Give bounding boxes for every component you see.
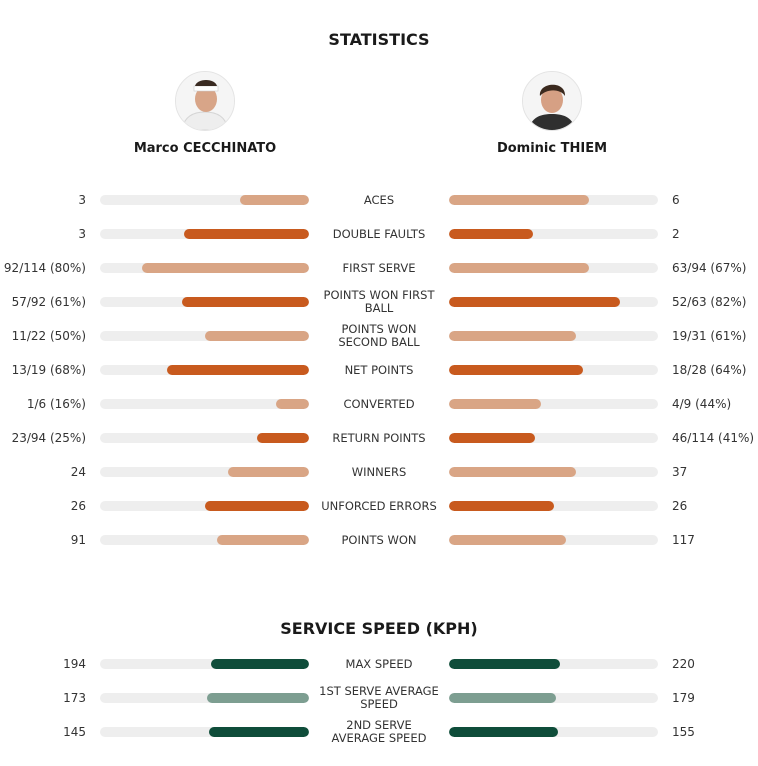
right-bar bbox=[449, 727, 658, 737]
stat-row-double-faults bbox=[0, 217, 758, 251]
stat-label: WINNERS bbox=[351, 464, 407, 479]
left-bar bbox=[100, 659, 309, 669]
left-value: 11/22 (50%) bbox=[11, 329, 86, 343]
left-bar-fill bbox=[217, 535, 309, 545]
right-bar bbox=[449, 195, 658, 205]
player-right-name: Dominic THIEM bbox=[496, 141, 608, 156]
left-value: 13/19 (68%) bbox=[11, 363, 86, 377]
left-bar bbox=[100, 297, 309, 307]
right-bar-fill bbox=[449, 229, 533, 239]
statistics-title: STATISTICS bbox=[328, 30, 430, 49]
stat-label: DOUBLE FAULTS bbox=[332, 226, 426, 241]
left-value: 1/6 (16%) bbox=[26, 397, 86, 411]
right-bar bbox=[449, 229, 658, 239]
right-bar-fill bbox=[449, 693, 556, 703]
left-value: 26 bbox=[70, 499, 86, 513]
left-bar-fill bbox=[142, 263, 309, 273]
right-bar bbox=[449, 535, 658, 545]
right-bar-fill bbox=[449, 659, 560, 669]
stat-row-1st-serve-average-speed bbox=[0, 681, 758, 715]
left-bar bbox=[100, 263, 309, 273]
left-bar-fill bbox=[205, 331, 310, 341]
right-bar-fill bbox=[449, 331, 576, 341]
left-bar bbox=[100, 331, 309, 341]
left-value: 24 bbox=[70, 465, 86, 479]
player-right-avatar bbox=[522, 71, 582, 131]
right-value: 63/94 (67%) bbox=[672, 261, 747, 275]
left-bar-fill bbox=[184, 229, 309, 239]
right-bar bbox=[449, 693, 658, 703]
left-bar bbox=[100, 195, 309, 205]
right-value: 37 bbox=[672, 465, 688, 479]
right-bar bbox=[449, 399, 658, 409]
stat-label: ACES bbox=[363, 192, 395, 207]
left-bar-fill bbox=[209, 727, 309, 737]
right-bar bbox=[449, 433, 658, 443]
left-bar bbox=[100, 467, 309, 477]
right-bar bbox=[449, 659, 658, 669]
stat-label: NET POINTS bbox=[344, 362, 414, 377]
right-bar-fill bbox=[449, 535, 566, 545]
stat-label: FIRST SERVE bbox=[342, 260, 416, 275]
right-bar-fill bbox=[449, 433, 535, 443]
left-value: 145 bbox=[63, 725, 86, 739]
right-bar-fill bbox=[449, 365, 583, 375]
stat-label: POINTS WON FIRST BALL bbox=[323, 288, 435, 315]
stat-row-points-won-first-ball bbox=[0, 285, 758, 319]
right-bar bbox=[449, 365, 658, 375]
right-value: 19/31 (61%) bbox=[672, 329, 747, 343]
stat-label: POINTS WON bbox=[341, 532, 417, 547]
left-bar bbox=[100, 399, 309, 409]
left-value: 173 bbox=[63, 691, 86, 705]
left-value: 23/94 (25%) bbox=[11, 431, 86, 445]
left-bar-fill bbox=[228, 467, 310, 477]
right-bar-fill bbox=[449, 195, 589, 205]
right-bar bbox=[449, 263, 658, 273]
stat-row-2nd-serve-average-speed bbox=[0, 715, 758, 749]
left-bar bbox=[100, 229, 309, 239]
right-bar-fill bbox=[449, 263, 589, 273]
stat-label: POINTS WON SECOND BALL bbox=[338, 322, 420, 349]
right-bar bbox=[449, 501, 658, 511]
right-bar-fill bbox=[449, 297, 620, 307]
left-bar-fill bbox=[240, 195, 309, 205]
player-left-name: Marco CECCHINATO bbox=[133, 141, 277, 156]
right-bar-fill bbox=[449, 467, 576, 477]
right-value: 117 bbox=[672, 533, 695, 547]
right-value: 52/63 (82%) bbox=[672, 295, 747, 309]
left-value: 194 bbox=[63, 657, 86, 671]
player-left-avatar bbox=[175, 71, 235, 131]
right-value: 18/28 (64%) bbox=[672, 363, 747, 377]
stat-label: MAX SPEED bbox=[345, 656, 413, 671]
left-bar bbox=[100, 433, 309, 443]
left-bar bbox=[100, 501, 309, 511]
left-bar-fill bbox=[211, 659, 309, 669]
left-value: 91 bbox=[70, 533, 86, 547]
right-bar-fill bbox=[449, 501, 554, 511]
right-bar bbox=[449, 467, 658, 477]
stat-label: RETURN POINTS bbox=[332, 430, 426, 445]
right-value: 220 bbox=[672, 657, 695, 671]
stat-row-winners bbox=[0, 455, 758, 489]
right-bar bbox=[449, 331, 658, 341]
right-bar-fill bbox=[449, 727, 558, 737]
stat-row-points-won bbox=[0, 523, 758, 557]
right-bar bbox=[449, 297, 658, 307]
left-value: 3 bbox=[78, 193, 86, 207]
right-value: 6 bbox=[672, 193, 680, 207]
service-speed-title: SERVICE SPEED (KPH) bbox=[280, 619, 478, 638]
left-bar-fill bbox=[276, 399, 309, 409]
stat-row-return-points bbox=[0, 421, 758, 455]
left-bar bbox=[100, 693, 309, 703]
left-bar bbox=[100, 535, 309, 545]
stat-label: UNFORCED ERRORS bbox=[321, 498, 437, 513]
right-bar-fill bbox=[449, 399, 541, 409]
right-value: 155 bbox=[672, 725, 695, 739]
player-right bbox=[452, 71, 652, 156]
stat-row-points-won-second-ball bbox=[0, 319, 758, 353]
left-bar-fill bbox=[182, 297, 309, 307]
left-bar-fill bbox=[205, 501, 310, 511]
stat-row-aces bbox=[0, 183, 758, 217]
left-bar-fill bbox=[207, 693, 309, 703]
right-value: 179 bbox=[672, 691, 695, 705]
player-left-photo-icon bbox=[176, 72, 234, 130]
stat-row-converted bbox=[0, 387, 758, 421]
stat-row-first-serve bbox=[0, 251, 758, 285]
stat-label: 1ST SERVE AVERAGE SPEED bbox=[319, 684, 439, 711]
stat-row-net-points bbox=[0, 353, 758, 387]
stat-row-unforced-errors bbox=[0, 489, 758, 523]
left-value: 57/92 (61%) bbox=[11, 295, 86, 309]
left-bar-fill bbox=[257, 433, 309, 443]
left-value: 3 bbox=[78, 227, 86, 241]
player-right-photo-icon bbox=[523, 72, 581, 130]
right-value: 2 bbox=[672, 227, 680, 241]
left-bar bbox=[100, 365, 309, 375]
left-value: 92/114 (80%) bbox=[3, 261, 86, 275]
stat-label: CONVERTED bbox=[343, 396, 415, 411]
stat-row-max-speed bbox=[0, 647, 758, 681]
left-bar-fill bbox=[167, 365, 309, 375]
right-value: 4/9 (44%) bbox=[672, 397, 732, 411]
player-left bbox=[105, 71, 305, 156]
right-value: 46/114 (41%) bbox=[672, 431, 755, 445]
right-value: 26 bbox=[672, 499, 688, 513]
stat-label: 2ND SERVE AVERAGE SPEED bbox=[331, 718, 427, 745]
left-bar bbox=[100, 727, 309, 737]
